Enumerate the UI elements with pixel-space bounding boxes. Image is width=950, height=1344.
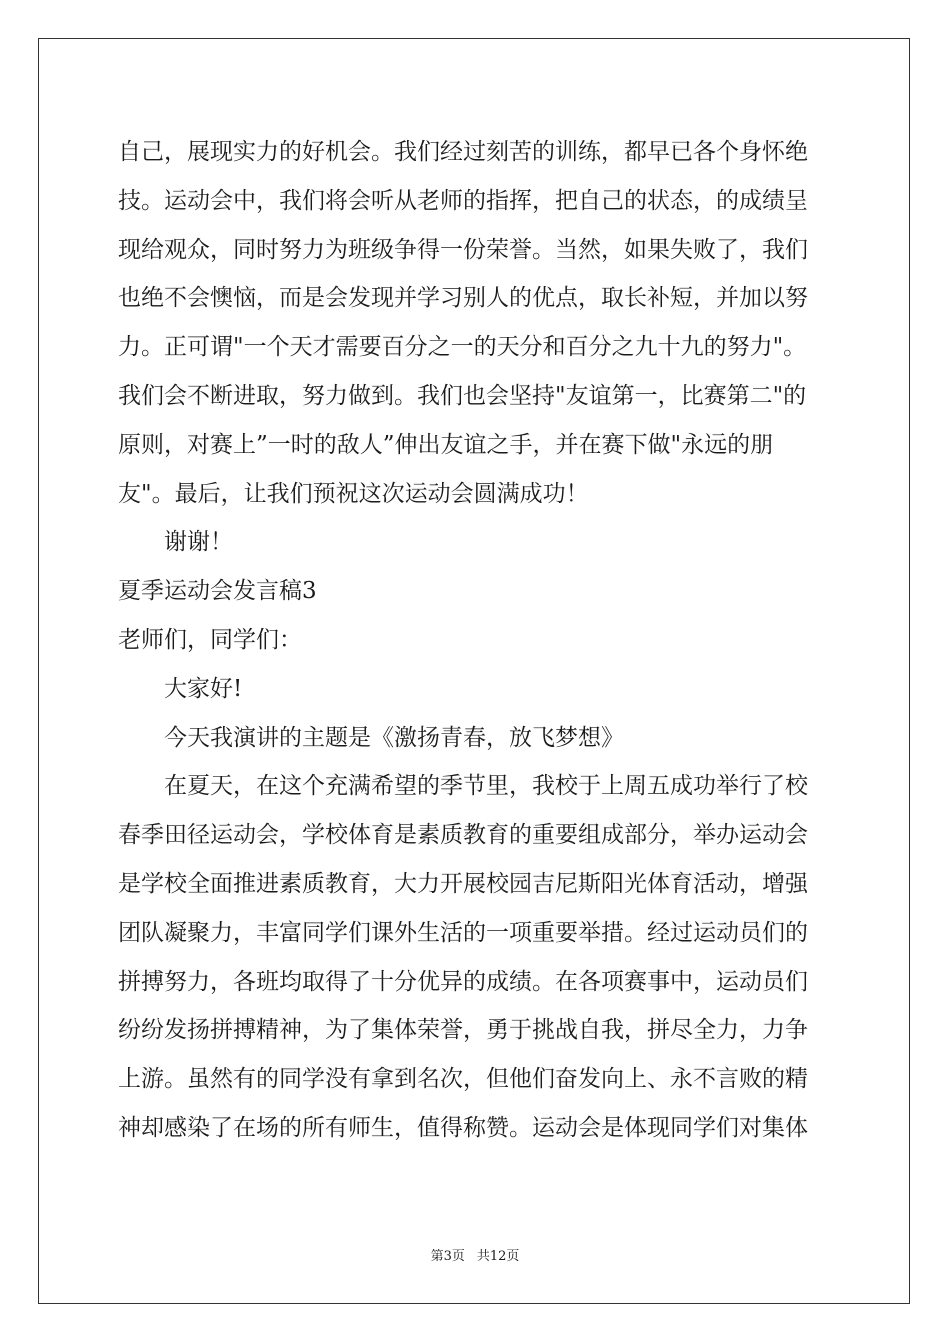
text-line: 春季田径运动会，学校体育是素质教育的重要组成部分，举办运动会 xyxy=(118,822,808,849)
text-line: 现给观众，同时努力为班级争得一份荣誉。当然，如果失败了，我们 xyxy=(118,236,808,263)
greeting-line: 大家好! xyxy=(164,675,243,702)
text-line: 友"。最后，让我们预祝这次运动会圆满成功！ xyxy=(118,480,589,507)
section-heading: 夏季运动会发言稿3 xyxy=(118,578,317,605)
document-body xyxy=(118,128,834,1153)
salutation-line: 老师们，同学们： xyxy=(118,626,302,653)
text-line: 原则，对赛上”一时的敌人”伸出友谊之手，并在赛下做"永远的朋 xyxy=(118,431,774,458)
thanks-line: 谢谢！ xyxy=(164,529,233,556)
text-line: 团队凝聚力，丰富同学们课外生活的一项重要举措。经过运动员们的 xyxy=(118,919,808,946)
text-line: 力。正可谓"一个天才需要百分之一的天分和百分之九十九的努力"。 xyxy=(118,334,807,361)
text-line: 我们会不断进取，努力做到。我们也会坚持"友谊第一，比赛第二"的 xyxy=(118,382,807,409)
text-line: 技。运动会中，我们将会听从老师的指挥，把自己的状态，的成绩呈 xyxy=(118,187,808,214)
text-line: 也绝不会懊恼，而是会发现并学习别人的优点，取长补短，并加以努 xyxy=(118,285,808,312)
text-line: 拼搏努力，各班均取得了十分优异的成绩。在各项赛事中，运动员们 xyxy=(118,968,808,995)
topic-line: 今天我演讲的主题是《激扬青春，放飞梦想》 xyxy=(164,724,624,751)
text-line: 在夏天，在这个充满希望的季节里，我校于上周五成功举行了校 xyxy=(164,773,808,800)
page-footer xyxy=(0,1248,950,1266)
page-total: 共12页 xyxy=(476,1249,520,1264)
page-number: 第3页 xyxy=(430,1249,465,1264)
text-line: 神却感染了在场的所有师生，值得称赞。运动会是体现同学们对集体 xyxy=(118,1114,808,1141)
text-line: 上游。虽然有的同学没有拿到名次，但他们奋发向上、永不言败的精 xyxy=(118,1066,808,1093)
text-line: 是学校全面推进素质教育，大力开展校园吉尼斯阳光体育活动，增强 xyxy=(118,870,808,897)
text-line: 纷纷发扬拼搏精神，为了集体荣誉，勇于挑战自我，拼尽全力，力争 xyxy=(118,1017,808,1044)
text-line: 自己，展现实力的好机会。我们经过刻苦的训练，都早已各个身怀绝 xyxy=(118,139,808,165)
